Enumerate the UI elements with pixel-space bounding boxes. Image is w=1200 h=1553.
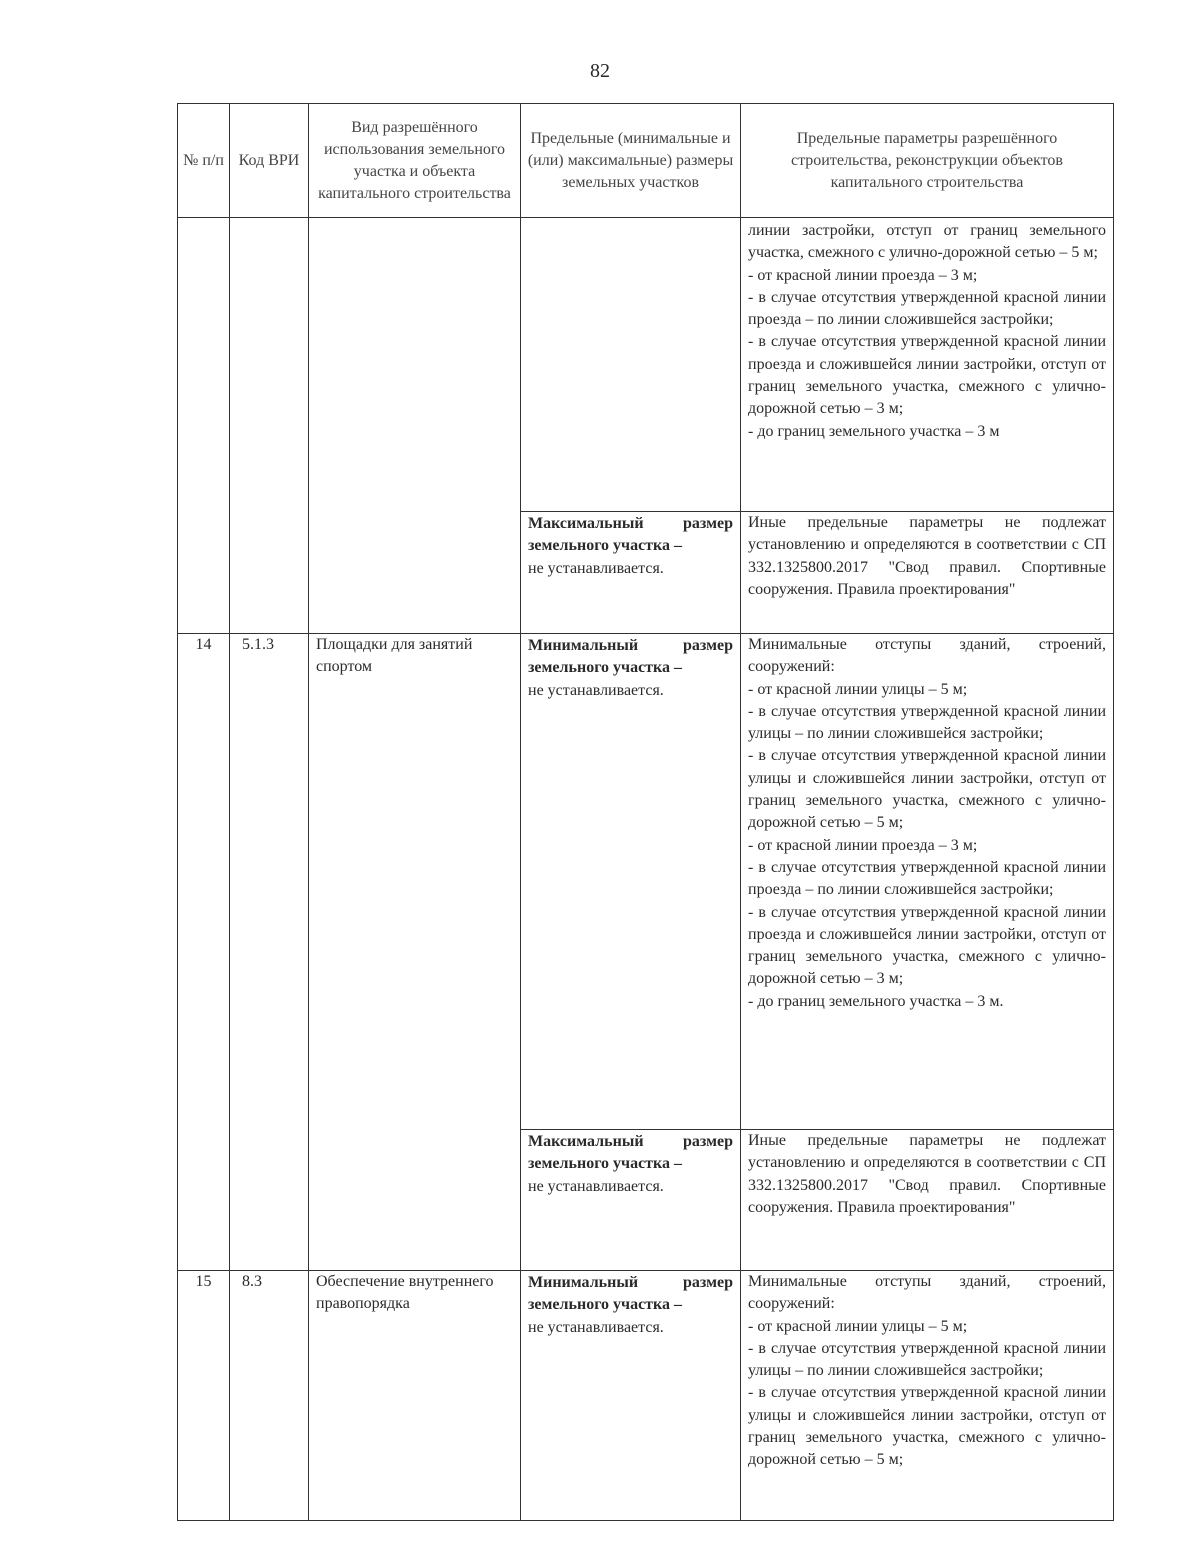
cell-max-size bbox=[521, 512, 741, 634]
header-sizes: Предельные (минимальные и (или) максимальные) размеры земельных участков bbox=[521, 104, 741, 218]
cell-size-empty bbox=[521, 218, 741, 512]
max-params-text: Иные предельные параметры не подлежат установлению и определяются в соответствии с СП 332.1325800.2017 "Свод правил. Спортивные сооружения. Правила проектирования" bbox=[748, 1132, 1106, 1216]
header-params: Предельные параметры разрешённого строительства, реконструкции объектов капитального строительства bbox=[741, 104, 1114, 218]
param-line: - от красной линии проезда – 3 м; bbox=[748, 266, 978, 284]
min-size-label: Минимальный размер земельного участка – bbox=[528, 1274, 733, 1314]
param-line: - до границ земельного участка – 3 м. bbox=[748, 992, 1004, 1010]
param-line: - в случае отсутствия утвержденной красной линии проезда и сложившейся линии застройки, отступ от границ земельного участка, смежного с улично-дорожной сетью – 3 м; bbox=[748, 333, 1106, 418]
min-size-value: не устанавливается. bbox=[528, 681, 664, 699]
cell-num: 15 bbox=[178, 1271, 230, 1521]
cell-max-size bbox=[521, 1130, 741, 1271]
param-line: Минимальные отступы зданий, строений, сооружений: bbox=[748, 1273, 1106, 1313]
param-line: - в случае отсутствия утвержденной красной линии улицы – по линии сложившейся застройки; bbox=[748, 1339, 1106, 1380]
cell-min-size bbox=[521, 1271, 741, 1521]
param-line: линии застройки, отступ от границ земельного участка, смежного с улично-дорожной сетью – 5 м; bbox=[748, 222, 1106, 262]
cell-max-params bbox=[741, 512, 1114, 634]
max-size-value: не устанавливается. bbox=[528, 1177, 664, 1195]
cell-num: 14 bbox=[178, 634, 230, 1271]
table-row bbox=[178, 218, 1114, 512]
param-line: - в случае отсутствия утвержденной красной линии проезда – по линии сложившейся застройки; bbox=[748, 858, 1106, 899]
header-kind: Вид разрешённого использования земельного участка и объекта капитального строительства bbox=[309, 104, 521, 218]
cell-params bbox=[741, 1271, 1114, 1521]
cell-params bbox=[741, 218, 1114, 512]
min-size-label: Минимальный размер земельного участка – bbox=[528, 637, 733, 677]
param-line: - от красной линии улицы – 5 м; bbox=[748, 1317, 968, 1335]
cell-code: 8.3 bbox=[230, 1271, 309, 1521]
param-line: - в случае отсутствия утвержденной красной линии улицы и сложившейся линии застройки, отступ от границ земельного участка, смежного с улично-дорожной сетью – 5 м; bbox=[748, 747, 1106, 832]
cell-code: 5.1.3 bbox=[230, 634, 309, 1271]
param-line: - от красной линии проезда – 3 м; bbox=[748, 836, 978, 854]
param-line: - до границ земельного участка – 3 м bbox=[748, 422, 1000, 440]
table-row bbox=[178, 634, 1114, 1130]
cell-min-size bbox=[521, 634, 741, 1130]
min-size-value: не устанавливается. bbox=[528, 1318, 664, 1336]
max-params-text: Иные предельные параметры не подлежат установлению и определяются в соответствии с СП 332.1325800.2017 "Свод правил. Спортивные сооружения. Правила проектирования" bbox=[748, 514, 1106, 598]
cell-num bbox=[178, 218, 230, 634]
max-size-label: Максимальный размер земельного участка – bbox=[528, 1133, 733, 1173]
header-code: Код ВРИ bbox=[230, 104, 309, 218]
page-number: 82 bbox=[590, 60, 610, 82]
cell-kind: Площадки для занятий спортом bbox=[309, 634, 521, 1271]
cell-code bbox=[230, 218, 309, 634]
param-line: - в случае отсутствия утвержденной красной линии улицы – по линии сложившейся застройки; bbox=[748, 702, 1106, 743]
max-size-label: Максимальный размер земельного участка – bbox=[528, 515, 733, 555]
cell-kind bbox=[309, 218, 521, 634]
max-size-value: не устанавливается. bbox=[528, 559, 664, 577]
regulations-table bbox=[177, 103, 1114, 1521]
cell-params bbox=[741, 634, 1114, 1130]
param-line: - в случае отсутствия утвержденной красной линии проезда – по линии сложившейся застройки; bbox=[748, 288, 1106, 329]
header-num: № п/п bbox=[178, 104, 230, 218]
param-line: - в случае отсутствия утвержденной красной линии проезда и сложившейся линии застройки, отступ от границ земельного участка, смежного с улично-дорожной сетью – 3 м; bbox=[748, 903, 1106, 988]
table-header-row bbox=[178, 104, 1114, 218]
table-row bbox=[178, 1271, 1114, 1521]
cell-kind: Обеспечение внутреннего правопорядка bbox=[309, 1271, 521, 1521]
cell-max-params bbox=[741, 1130, 1114, 1271]
param-line: - в случае отсутствия утвержденной красной линии улицы и сложившейся линии застройки, отступ от границ земельного участка, смежного с улично-дорожной сетью – 5 м; bbox=[748, 1384, 1106, 1469]
param-line: Минимальные отступы зданий, строений, сооружений: bbox=[748, 636, 1106, 676]
param-line: - от красной линии улицы – 5 м; bbox=[748, 680, 968, 698]
